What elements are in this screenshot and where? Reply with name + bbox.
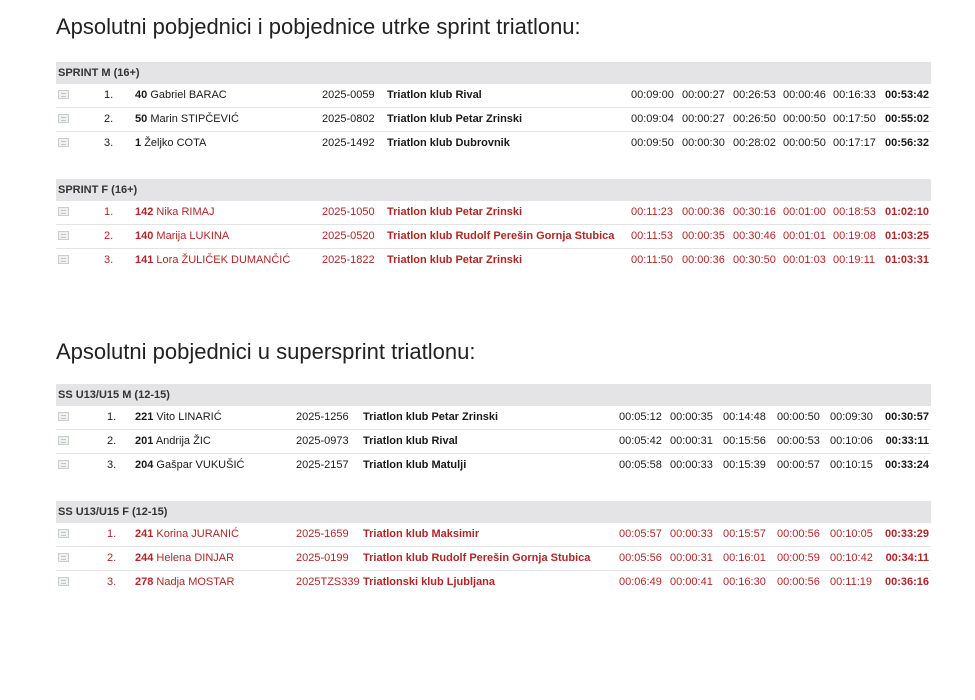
- bike-time-cell: 00:16:30: [723, 576, 766, 588]
- result-group: [56, 179, 931, 272]
- license-cell: 2025-0802: [322, 113, 375, 125]
- run-time-cell: 00:18:53: [833, 206, 876, 218]
- category-header: SS U13/U15 F (12-15): [56, 501, 931, 523]
- swim-time-cell: 00:11:53: [631, 230, 674, 242]
- swim-time-cell: 00:05:58: [619, 459, 662, 471]
- result-group: [56, 384, 931, 477]
- run-time-cell: 00:17:17: [833, 137, 876, 149]
- transition1-time-cell: 00:00:36: [682, 254, 725, 266]
- license-cell: 2025-1256: [296, 411, 349, 423]
- result-rows: [56, 201, 931, 272]
- swim-time-cell: 00:05:12: [619, 411, 662, 423]
- license-cell: 2025-0973: [296, 435, 349, 447]
- club-cell: Triatlon klub Petar Zrinski: [363, 411, 499, 423]
- total-time-cell: 00:33:29: [884, 528, 929, 540]
- category-header: SPRINT F (16+): [56, 179, 931, 201]
- club-cell: Triatlon klub Rudolf Perešin Gornja Stubica: [363, 552, 591, 564]
- transition1-time-cell: 00:00:33: [670, 528, 713, 540]
- run-time-cell: 00:10:05: [830, 528, 873, 540]
- athlete-name: Nadja MOSTAR: [156, 576, 235, 588]
- bib-number: 140: [135, 230, 154, 242]
- bike-time-cell: 00:28:02: [733, 137, 776, 149]
- result-row[interactable]: [56, 454, 931, 477]
- result-row[interactable]: [56, 201, 931, 225]
- run-time-cell: 00:10:15: [830, 459, 873, 471]
- athlete-cell: [135, 430, 211, 453]
- bib-number: 142: [135, 206, 154, 218]
- bike-time-cell: 00:15:57: [723, 528, 766, 540]
- athlete-cell: [135, 132, 206, 155]
- athlete-cell: [135, 84, 227, 107]
- run-time-cell: 00:19:08: [833, 230, 876, 242]
- athlete-name: Helena DINJAR: [156, 552, 235, 564]
- club-cell: Triatlon klub Rudolf Perešin Gornja Stubica: [387, 230, 615, 242]
- result-rows: [56, 406, 931, 477]
- athlete-cell: [135, 547, 234, 570]
- supersprint-results: [56, 384, 931, 594]
- rank-cell: 2.: [107, 552, 117, 564]
- swim-time-cell: 00:09:50: [631, 137, 674, 149]
- comment-icon[interactable]: [58, 436, 69, 445]
- athlete-name: Željko COTA: [144, 137, 207, 149]
- comment-icon[interactable]: [58, 529, 69, 538]
- transition1-time-cell: 00:00:31: [670, 552, 713, 564]
- bib-number: 241: [135, 528, 154, 540]
- transition2-time-cell: 00:00:56: [777, 576, 820, 588]
- total-time-cell: 00:56:32: [884, 137, 929, 149]
- club-cell: Triatlon klub Petar Zrinski: [387, 113, 523, 125]
- transition2-time-cell: 00:00:59: [777, 552, 820, 564]
- result-row[interactable]: [56, 132, 931, 155]
- swim-time-cell: 00:06:49: [619, 576, 662, 588]
- transition1-time-cell: 00:00:36: [682, 206, 725, 218]
- athlete-name: Korina JURANIĆ: [156, 528, 239, 540]
- athlete-cell: [135, 201, 214, 224]
- license-cell: 2025-0199: [296, 552, 349, 564]
- club-cell: Triatlon klub Petar Zrinski: [387, 206, 523, 218]
- bib-number: 204: [135, 459, 154, 471]
- category-header: SPRINT M (16+): [56, 62, 931, 84]
- athlete-name: Gabriel BARAC: [150, 89, 227, 101]
- transition1-time-cell: 00:00:30: [682, 137, 725, 149]
- result-row[interactable]: [56, 430, 931, 454]
- athlete-cell: [135, 225, 229, 248]
- result-rows: [56, 84, 931, 155]
- bike-time-cell: 00:30:50: [733, 254, 776, 266]
- run-time-cell: 00:11:19: [830, 576, 873, 588]
- transition2-time-cell: 00:00:50: [783, 137, 826, 149]
- sprint-section-title: Apsolutni pobjednici i pobjednice utrke sprint triatlonu:: [56, 14, 581, 39]
- club-cell: Triatlon klub Maksimir: [363, 528, 480, 540]
- supersprint-section-title: Apsolutni pobjednici u supersprint triatlonu:: [56, 339, 476, 364]
- license-cell: 2025-0059: [322, 89, 375, 101]
- result-rows: [56, 523, 931, 594]
- bike-time-cell: 00:15:56: [723, 435, 766, 447]
- swim-time-cell: 00:09:00: [631, 89, 674, 101]
- bib-number: 1: [135, 137, 142, 149]
- transition2-time-cell: 00:01:03: [783, 254, 826, 266]
- total-time-cell: 01:02:10: [884, 206, 929, 218]
- license-cell: 2025-1822: [322, 254, 375, 266]
- bike-time-cell: 00:16:01: [723, 552, 766, 564]
- club-cell: Triatlon klub Matulji: [363, 459, 467, 471]
- bib-number: 278: [135, 576, 154, 588]
- result-row[interactable]: [56, 547, 931, 571]
- bike-time-cell: 00:26:50: [733, 113, 776, 125]
- license-cell: 2025-0520: [322, 230, 375, 242]
- comment-icon[interactable]: [58, 90, 69, 99]
- athlete-name: Nika RIMAJ: [156, 206, 215, 218]
- run-time-cell: 00:09:30: [830, 411, 873, 423]
- comment-icon[interactable]: [58, 231, 69, 240]
- comment-icon[interactable]: [58, 255, 69, 264]
- result-row[interactable]: [56, 108, 931, 132]
- transition2-time-cell: 00:00:50: [783, 113, 826, 125]
- rank-cell: 3.: [104, 254, 114, 266]
- club-cell: Triatlon klub Dubrovnik: [387, 137, 510, 149]
- transition2-time-cell: 00:01:00: [783, 206, 826, 218]
- club-cell: Triatlon klub Rival: [387, 89, 482, 101]
- transition1-time-cell: 00:00:41: [670, 576, 713, 588]
- total-time-cell: 00:33:11: [885, 435, 929, 447]
- bib-number: 221: [135, 411, 154, 423]
- total-time-cell: 01:03:31: [884, 254, 929, 266]
- result-row[interactable]: [56, 84, 931, 108]
- swim-time-cell: 00:05:42: [619, 435, 662, 447]
- rank-cell: 3.: [104, 137, 114, 149]
- comment-icon[interactable]: [58, 577, 69, 586]
- bib-number: 40: [135, 89, 148, 101]
- total-time-cell: 00:33:24: [884, 459, 929, 471]
- license-cell: 2025-1050: [322, 206, 375, 218]
- transition2-time-cell: 00:00:53: [777, 435, 820, 447]
- athlete-cell: [135, 108, 239, 131]
- athlete-cell: [135, 249, 290, 272]
- transition1-time-cell: 00:00:35: [682, 230, 725, 242]
- swim-time-cell: 00:05:57: [619, 528, 662, 540]
- athlete-name: Andrija ŽIC: [155, 435, 211, 447]
- athlete-cell: [135, 571, 234, 594]
- rank-cell: 1.: [107, 411, 117, 423]
- total-time-cell: 01:03:25: [884, 230, 929, 242]
- comment-icon[interactable]: [58, 114, 69, 123]
- license-cell: 2025-1492: [322, 137, 375, 149]
- athlete-name: Lora ŽULIČEK DUMANČIĆ: [156, 254, 291, 266]
- transition1-time-cell: 00:00:33: [670, 459, 713, 471]
- club-cell: Triatlonski klub Ljubljana: [363, 576, 496, 588]
- athlete-name: Marin STIPČEVIĆ: [150, 113, 239, 125]
- bike-time-cell: 00:26:53: [733, 89, 776, 101]
- athlete-cell: [135, 454, 244, 477]
- athlete-name: Marija LUKINA: [156, 230, 230, 242]
- result-row[interactable]: [56, 225, 931, 249]
- result-row[interactable]: [56, 571, 931, 594]
- result-group: [56, 501, 931, 594]
- swim-time-cell: 00:09:04: [631, 113, 674, 125]
- transition1-time-cell: 00:00:27: [682, 89, 725, 101]
- swim-time-cell: 00:05:56: [619, 552, 662, 564]
- total-time-cell: 00:55:02: [884, 113, 929, 125]
- result-group: [56, 62, 931, 155]
- transition2-time-cell: 00:00:46: [783, 89, 826, 101]
- bike-time-cell: 00:30:16: [733, 206, 776, 218]
- athlete-cell: [135, 523, 239, 546]
- bib-number: 201: [135, 435, 154, 447]
- comment-icon[interactable]: [58, 412, 69, 421]
- run-time-cell: 00:19:11: [833, 254, 876, 266]
- transition1-time-cell: 00:00:27: [682, 113, 725, 125]
- swim-time-cell: 00:11:23: [631, 206, 674, 218]
- bike-time-cell: 00:30:46: [733, 230, 776, 242]
- bike-time-cell: 00:15:39: [723, 459, 766, 471]
- transition2-time-cell: 00:00:50: [777, 411, 820, 423]
- bike-time-cell: 00:14:48: [723, 411, 766, 423]
- rank-cell: 3.: [107, 459, 117, 471]
- bib-number: 244: [135, 552, 154, 564]
- category-header: SS U13/U15 M (12-15): [56, 384, 931, 406]
- comment-icon[interactable]: [58, 207, 69, 216]
- athlete-cell: [135, 406, 222, 429]
- rank-cell: 1.: [104, 206, 114, 218]
- run-time-cell: 00:16:33: [833, 89, 876, 101]
- comment-icon[interactable]: [58, 460, 69, 469]
- result-row[interactable]: [56, 406, 931, 430]
- comment-icon[interactable]: [58, 138, 69, 147]
- license-cell: 2025-2157: [296, 459, 349, 471]
- club-cell: Triatlon klub Rival: [363, 435, 458, 447]
- rank-cell: 2.: [104, 113, 114, 125]
- transition2-time-cell: 00:01:01: [783, 230, 826, 242]
- bib-number: 50: [135, 113, 148, 125]
- run-time-cell: 00:17:50: [833, 113, 876, 125]
- license-cell: 2025TZS339: [296, 576, 360, 588]
- rank-cell: 2.: [107, 435, 117, 447]
- club-cell: Triatlon klub Petar Zrinski: [387, 254, 523, 266]
- transition1-time-cell: 00:00:35: [670, 411, 713, 423]
- total-time-cell: 00:30:57: [884, 411, 929, 423]
- run-time-cell: 00:10:06: [830, 435, 873, 447]
- rank-cell: 2.: [104, 230, 114, 242]
- transition2-time-cell: 00:00:57: [777, 459, 820, 471]
- rank-cell: 1.: [107, 528, 117, 540]
- run-time-cell: 00:10:42: [830, 552, 873, 564]
- comment-icon[interactable]: [58, 553, 69, 562]
- transition1-time-cell: 00:00:31: [670, 435, 713, 447]
- transition2-time-cell: 00:00:56: [777, 528, 820, 540]
- total-time-cell: 00:53:42: [884, 89, 929, 101]
- bib-number: 141: [135, 254, 154, 266]
- total-time-cell: 00:36:16: [884, 576, 929, 588]
- result-row[interactable]: [56, 523, 931, 547]
- result-row[interactable]: [56, 249, 931, 272]
- athlete-name: Vito LINARIĆ: [156, 411, 222, 423]
- license-cell: 2025-1659: [296, 528, 349, 540]
- swim-time-cell: 00:11:50: [631, 254, 674, 266]
- sprint-results: [56, 62, 931, 272]
- athlete-name: Gašpar VUKUŠIĆ: [156, 459, 245, 471]
- rank-cell: 3.: [107, 576, 117, 588]
- rank-cell: 1.: [104, 89, 114, 101]
- total-time-cell: 00:34:11: [885, 552, 929, 564]
